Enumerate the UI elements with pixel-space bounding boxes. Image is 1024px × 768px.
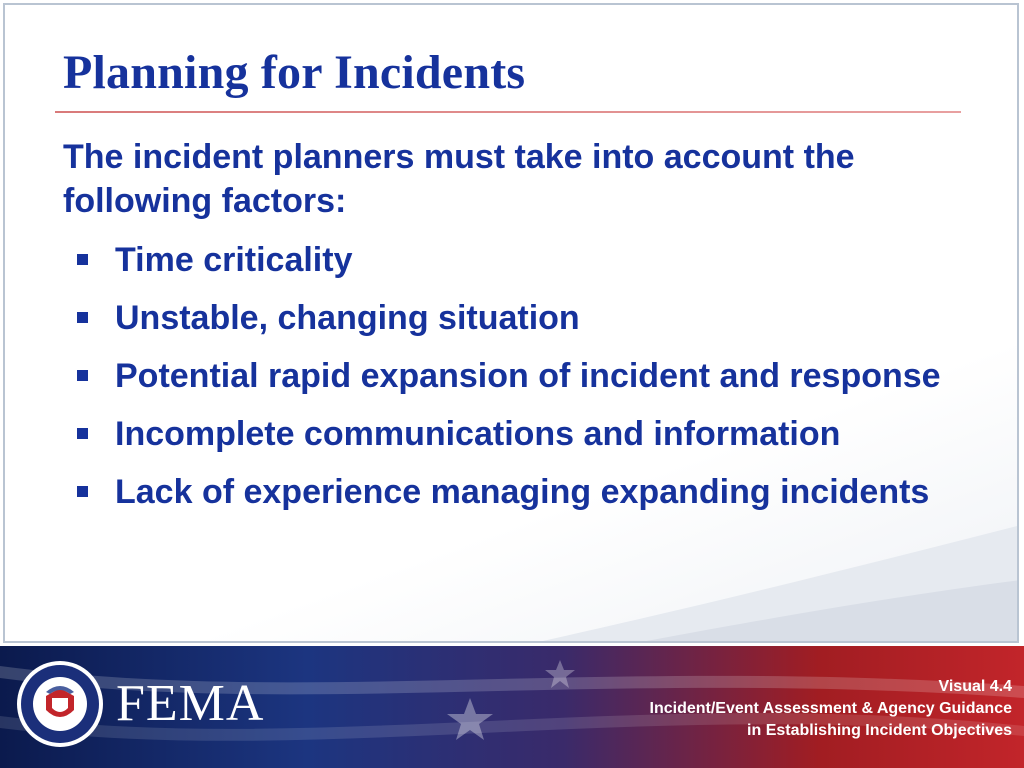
square-bullet-icon [77,370,88,381]
slide-title: Planning for Incidents [63,46,526,99]
square-bullet-icon [77,254,88,265]
bullet-item [63,237,993,283]
title-divider [55,111,961,113]
square-bullet-icon [77,428,88,439]
bullet-text: Unstable, changing situation [115,299,580,337]
course-title-line-1: Incident/Event Assessment & Agency Guidance [649,700,1012,717]
bullet-item [63,295,993,341]
footer-banner [0,646,1024,768]
bullet-item [63,469,993,515]
bullet-item [63,353,993,399]
bullet-list [63,237,993,527]
fema-logo: FEMA [116,675,265,732]
bullet-text: Incomplete communications and information [115,415,841,453]
slide-frame [3,3,1019,643]
bullet-text: Lack of experience managing expanding incidents [115,473,930,511]
footer-caption [650,676,1012,742]
square-bullet-icon [77,486,88,497]
dhs-seal-icon [16,660,104,748]
intro-text: The incident planners must take into account the following factors: [63,138,855,220]
bullet-item [63,411,993,457]
visual-number: Visual 4.4 [938,678,1012,695]
bullet-text: Potential rapid expansion of incident and response [115,357,941,395]
bullet-text: Time criticality [115,241,353,279]
square-bullet-icon [77,312,88,323]
course-title-line-2: in Establishing Incident Objectives [747,722,1012,739]
